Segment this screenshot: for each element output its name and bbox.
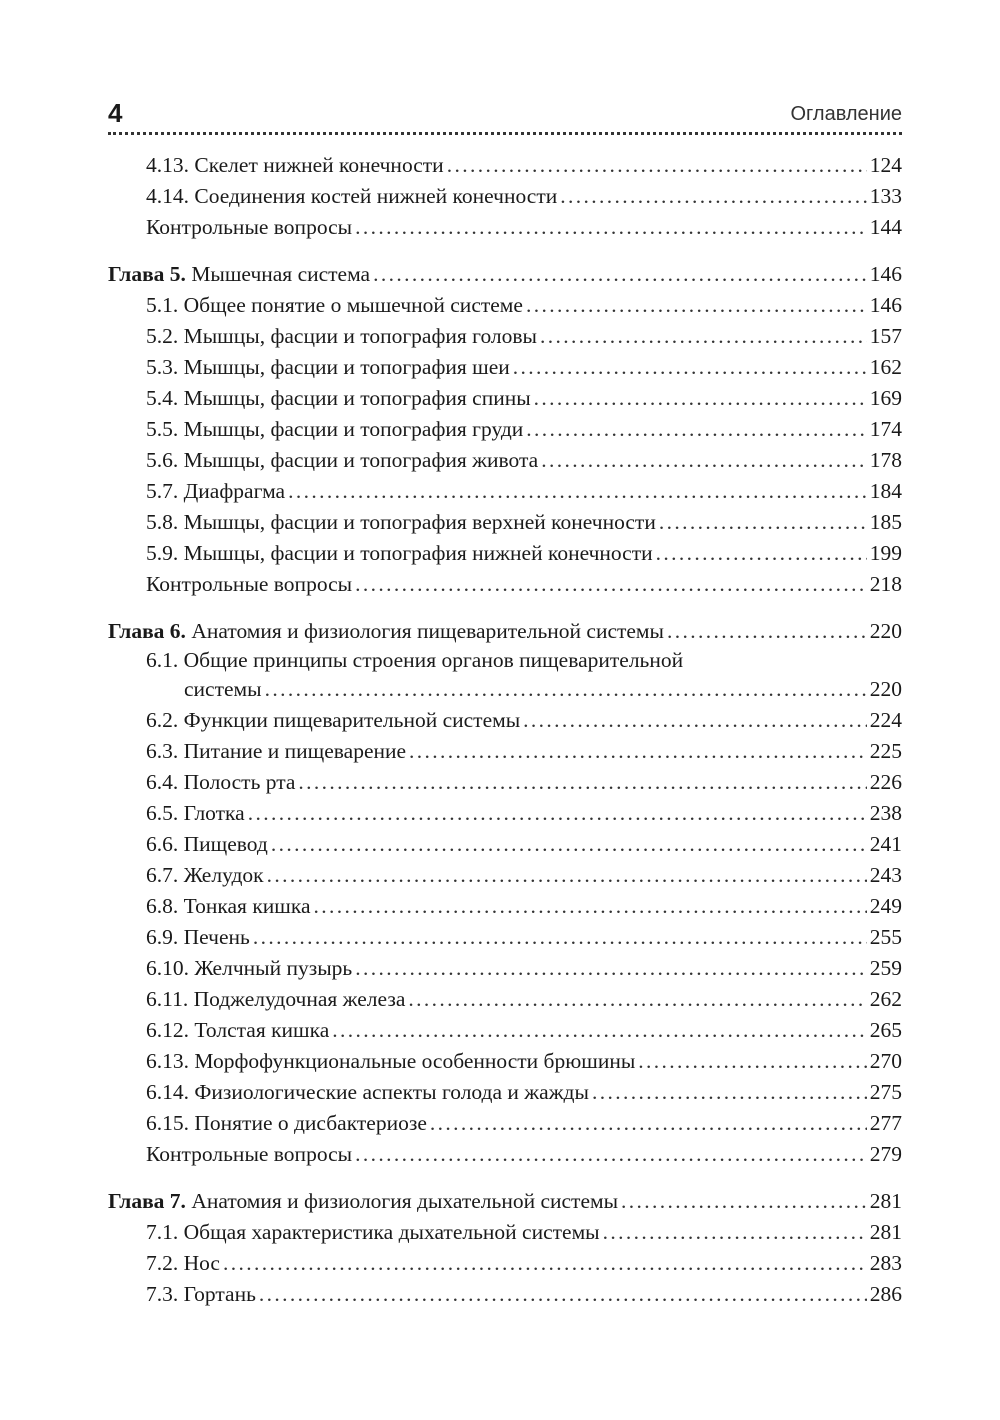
toc-entry-title-group [146,891,311,922]
toc-entry-page: 270 [869,1049,902,1073]
toc-entry[interactable] [108,860,902,891]
toc-entry-page: 224 [869,708,902,732]
toc-entry-number: 5.9. [146,541,184,565]
dot-leader [223,1248,867,1279]
toc-entry-title-group [146,445,538,476]
toc-entry[interactable] [108,736,902,767]
toc-entry-title-group [146,1217,600,1248]
toc-entry-number: 6.3. [146,739,184,763]
toc-entry-page: 283 [869,1251,902,1275]
toc-entry-title: Поджелудочная железа [193,987,406,1011]
toc-entry-number: 6.4. [146,770,184,794]
toc-entry[interactable] [108,1139,902,1170]
toc-entry-title-group [146,290,523,321]
toc-entry-first-line[interactable] [108,647,902,674]
toc-entry-page: 220 [869,677,902,701]
dot-leader [355,212,867,243]
toc-entry-title: Мышцы, фасции и топография шеи [183,355,510,379]
toc-entry-page: 162 [869,355,902,379]
toc-entry-title-group [146,569,352,600]
toc-entry[interactable] [108,321,902,352]
toc-entry-number: 7.1. [146,1220,184,1244]
toc-entry[interactable] [108,181,902,212]
dot-leader [656,538,867,569]
toc-entry[interactable] [108,414,902,445]
toc-entry-page: 146 [869,262,902,286]
toc-entry-number: 6.14. [146,1080,195,1104]
page-number: 4 [108,98,123,128]
toc-entry-title-group [146,1046,635,1077]
dot-leader [526,290,867,321]
dot-leader [253,922,867,953]
toc-entry-page: 262 [869,987,902,1011]
toc-entry[interactable] [108,445,902,476]
toc-entry-title: Общее понятие о мышечной системе [183,293,523,317]
dot-leader [592,1077,867,1108]
toc-entry-page: 133 [869,184,902,208]
chapter-number: Глава 7. [108,1189,186,1213]
toc-entry-page: 241 [869,832,902,856]
toc-entry-page: 225 [869,739,902,763]
toc-entry-number: 7.3. [146,1282,184,1306]
toc-entry-number: 5.8. [146,510,184,534]
toc-entry-title: Контрольные вопросы [146,572,353,596]
toc-entry-page: 255 [869,925,902,949]
dot-leader [355,1139,867,1170]
toc-entry[interactable] [108,1279,902,1310]
toc-entry-title: Функции пищеварительной системы [183,708,521,732]
toc-entry-title-group [146,212,352,243]
toc-entry-number: 6.1. [146,648,184,672]
toc-entry-title-group [146,352,510,383]
toc-entry-number: 6.15. [146,1111,195,1135]
toc-entry[interactable] [108,984,902,1015]
dot-leader [271,829,867,860]
toc-entry-page: 277 [869,1111,902,1135]
section-gap [108,1170,902,1186]
toc-entry-title: Полость рта [183,770,296,794]
toc-entry-title: Мышечная система [191,262,371,286]
toc-entry-title-group [146,476,285,507]
toc-entry-title-group [146,798,245,829]
dot-leader [265,674,867,705]
toc-entry[interactable] [108,1015,902,1046]
toc-entry-page: 259 [869,956,902,980]
dot-leader [408,984,866,1015]
toc-entry-number: 6.10. [146,956,195,980]
toc-entry-page: 199 [869,541,902,565]
toc-entry-page: 279 [869,1142,902,1166]
toc-entry[interactable] [108,767,902,798]
chapter-number: Глава 6. [108,619,186,643]
toc-entry[interactable] [108,476,902,507]
toc-entry-number: 6.6. [146,832,184,856]
toc-entry[interactable] [108,1217,902,1248]
dot-leader [621,1186,867,1217]
header-dotted-rule [108,132,902,135]
toc-entry-title: Соединения костей нижней конечности [194,184,558,208]
toc-entry-title: Контрольные вопросы [146,1142,353,1166]
dot-leader [259,1279,867,1310]
toc-entry-title: Общие принципы строения органов пищеварительной [183,648,684,672]
toc-entry-title-group [146,767,295,798]
toc-entry-number: 6.11. [146,987,194,1011]
dot-leader [560,181,867,212]
toc-chapter-entry[interactable] [108,616,902,647]
dot-leader [526,414,866,445]
toc-entry[interactable] [108,1046,902,1077]
toc-entry-page: 249 [869,894,902,918]
toc-entry-number: 6.7. [146,863,184,887]
toc-entry[interactable] [108,352,902,383]
toc-entry-page: 157 [869,324,902,348]
toc-entry[interactable] [108,1248,902,1279]
toc-entry[interactable] [108,1108,902,1139]
toc-entry-title-group [146,984,405,1015]
toc-entry[interactable] [108,507,902,538]
dot-leader [667,616,867,647]
toc-entry-title: Мышцы, фасции и топография спины [183,386,531,410]
toc-entry-title: Тонкая кишка [183,894,311,918]
toc-entry-title: Питание и пищеварение [183,739,407,763]
dot-leader [355,953,867,984]
toc-entry[interactable] [108,212,902,243]
toc-entry-title-group [146,1015,329,1046]
page-header [108,96,902,136]
toc-entry[interactable] [108,383,902,414]
toc-entry-title: Контрольные вопросы [146,215,353,239]
toc-entry-number: 5.7. [146,479,184,503]
dot-leader [540,321,867,352]
toc-entry[interactable] [108,922,902,953]
toc-entry-title-group [146,1248,220,1279]
toc-entry-page: 238 [869,801,902,825]
toc-entry-title: Мышцы, фасции и топография груди [183,417,524,441]
toc-entry[interactable] [108,569,902,600]
toc-entry-number: 7.2. [146,1251,184,1275]
toc-entry-title-group [146,829,268,860]
toc-entry[interactable] [108,798,902,829]
toc-entry-title-group [146,705,520,736]
dot-leader [314,891,867,922]
toc-entry-continuation[interactable] [108,674,902,705]
toc-entry-title: Желудок [183,863,264,887]
toc-entry-title-group [146,538,653,569]
toc-entry-title-group [108,616,664,647]
dot-leader [409,736,867,767]
toc-entry-title-group [146,414,523,445]
toc-entry-title: Понятие о дисбактериозе [194,1111,427,1135]
dot-leader [298,767,866,798]
toc-entry-page: 218 [869,572,902,596]
toc-entry-title: Желчный пузырь [194,956,353,980]
toc-entry-title: Толстая кишка [194,1018,330,1042]
toc-entry-page: 144 [869,215,902,239]
toc-entry-title: Скелет нижней конечности [194,153,444,177]
section-gap [108,243,902,259]
toc-entry-title-group [146,1139,352,1170]
dot-leader [523,705,867,736]
toc-entry-number: 5.4. [146,386,184,410]
toc-entry-page: 243 [869,863,902,887]
toc-entry-title-group [146,181,557,212]
toc-entry-page: 281 [869,1189,902,1213]
toc-entry-title-group [146,860,264,891]
toc-entry-page: 265 [869,1018,902,1042]
toc-entry[interactable] [108,150,902,181]
toc-entry-title: Морфофункциональные особенности брюшины [194,1049,636,1073]
toc-entry-title-group [108,259,370,290]
dot-leader [447,150,867,181]
toc-entry-title-group [146,507,656,538]
dot-leader [267,860,867,891]
dot-leader [430,1108,867,1139]
toc-entry-title: Мышцы, фасции и топография верхней конечности [183,510,656,534]
toc-entry-title: Анатомия и физиология пищеварительной системы [191,619,664,643]
toc-entry-title-group [146,953,352,984]
toc-entry-number: 5.3. [146,355,184,379]
toc-entry-number: 6.13. [146,1049,195,1073]
dot-leader [332,1015,866,1046]
toc-entry-number: 6.5. [146,801,184,825]
toc-entry-title: Общая характеристика дыхательной системы [183,1220,600,1244]
toc-entry-page: 275 [869,1080,902,1104]
toc-chapter-entry[interactable] [108,1186,902,1217]
toc-entry-number: 6.9. [146,925,184,949]
toc-entry-title-group [146,922,250,953]
toc-entry-number: 4.14. [146,184,195,208]
toc-entry-page: 281 [869,1220,902,1244]
toc-entry-page: 226 [869,770,902,794]
toc-entry-page: 184 [869,479,902,503]
toc-entry-title-group [146,383,531,414]
toc-entry-title: Глотка [183,801,245,825]
toc-entry-page: 169 [869,386,902,410]
toc-entry-number: 5.2. [146,324,184,348]
running-title: Оглавление [790,103,902,125]
toc-entry-title-continued: системы [184,677,262,701]
toc-entry-title-group [146,150,444,181]
toc-entry-title: Пищевод [183,832,268,856]
dot-leader [659,507,867,538]
toc-entry-page: 146 [869,293,902,317]
toc-entry-title: Печень [183,925,250,949]
toc-entry-number: 6.8. [146,894,184,918]
toc-entry-page: 124 [869,153,902,177]
toc-entry-title: Мышцы, фасции и топография головы [183,324,537,348]
toc-entry[interactable] [108,290,902,321]
dot-leader [541,445,867,476]
toc-entry[interactable] [108,538,902,569]
toc-entry-title: Диафрагма [183,479,286,503]
toc-entry-title: Мышцы, фасции и топография живота [183,448,539,472]
toc-entry-number: 5.1. [146,293,184,317]
toc-entry-page: 178 [869,448,902,472]
dot-leader [355,569,867,600]
toc-entry-title: Гортань [183,1282,256,1306]
toc-entry-title: Нос [183,1251,220,1275]
toc-entry-title-group [146,736,406,767]
toc-entry[interactable] [108,705,902,736]
toc-entry-title: Анатомия и физиология дыхательной системы [191,1189,619,1213]
toc-entry-number: 4.13. [146,153,195,177]
toc-entry-title-group [108,1186,618,1217]
toc-entry-title-group [146,1279,256,1310]
dot-leader [638,1046,866,1077]
dot-leader [534,383,867,414]
toc-entry[interactable] [108,1077,902,1108]
toc-entry-title: Физиологические аспекты голода и жажды [194,1080,589,1104]
toc-entry[interactable] [108,829,902,860]
toc-entry-title-group [146,1077,589,1108]
toc-entry-page: 286 [869,1282,902,1306]
dot-leader [513,352,867,383]
toc-entry-page: 174 [869,417,902,441]
dot-leader [288,476,867,507]
toc-entry-number: 6.2. [146,708,184,732]
toc-entry-number: 5.5. [146,417,184,441]
dot-leader [248,798,867,829]
toc-entry-title-group [146,1108,427,1139]
toc-entry-page: 220 [869,619,902,643]
section-gap [108,600,902,616]
table-of-contents [108,150,902,1310]
toc-entry-title: Мышцы, фасции и топография нижней конечности [183,541,653,565]
chapter-number: Глава 5. [108,262,186,286]
toc-entry[interactable] [108,953,902,984]
toc-entry-number: 5.6. [146,448,184,472]
dot-leader [373,259,867,290]
toc-entry-title-group [146,321,537,352]
toc-entry-page: 185 [869,510,902,534]
toc-chapter-entry[interactable] [108,259,902,290]
dot-leader [603,1217,867,1248]
toc-entry[interactable] [108,891,902,922]
toc-entry-number: 6.12. [146,1018,195,1042]
